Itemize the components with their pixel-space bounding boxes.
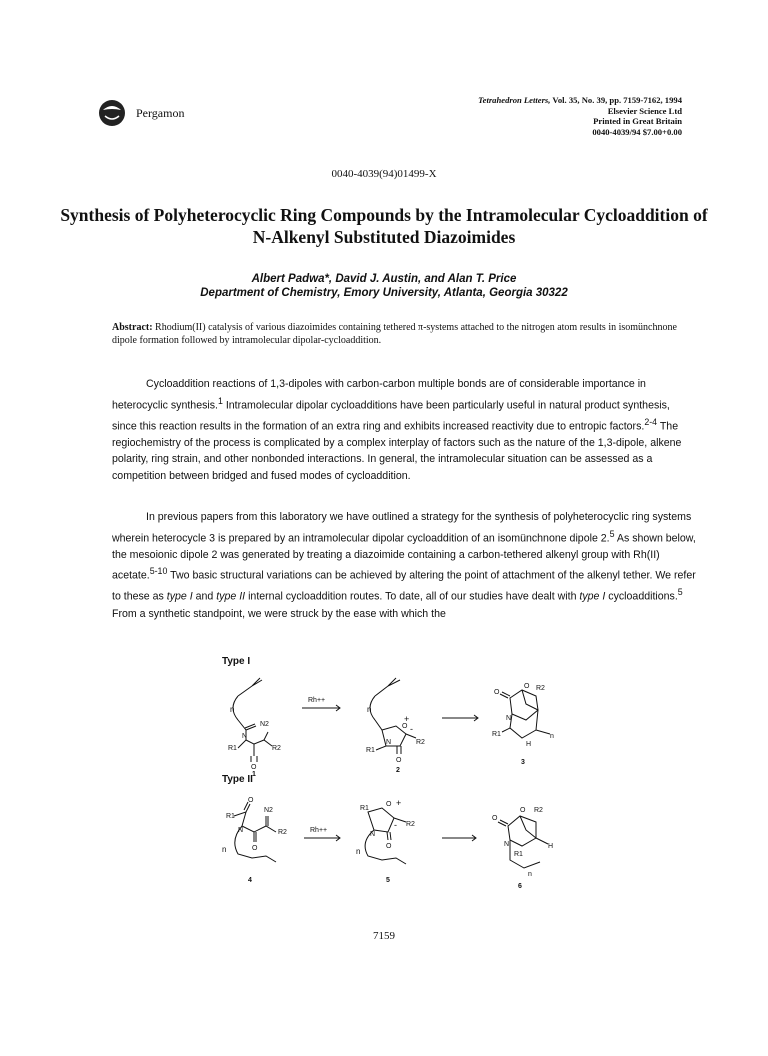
paper-title: Synthesis of Polyheterocyclic Ring Compounds by the Intramolecular Cycloaddition of N-Alkenyl Substituted Diazoimides bbox=[60, 205, 708, 247]
scheme2-o-2: O bbox=[252, 845, 258, 852]
scheme1-o-1: O bbox=[251, 764, 257, 771]
scheme1-n-2: N bbox=[386, 739, 392, 746]
scheme1-n-1: N bbox=[242, 733, 248, 740]
scheme2-r1-2: R1 bbox=[360, 805, 369, 812]
p1-text-a: Cycloaddition reactions of 1,3-dipoles with carbon-carbon multiple bonds are of considerable importance in heterocyclic synthesis. bbox=[112, 378, 646, 412]
scheme1-n2: N2 bbox=[260, 721, 269, 728]
scheme1-minus: - bbox=[410, 724, 413, 734]
scheme2-r2-3: R2 bbox=[534, 807, 543, 814]
scheme2-plus: + bbox=[396, 798, 402, 808]
scheme2-r2-1: R2 bbox=[278, 829, 287, 836]
scheme1-reagent: Rh++ bbox=[308, 697, 326, 704]
scheme1-n-label-1: n bbox=[230, 705, 235, 714]
page-number: 7159 bbox=[373, 930, 395, 942]
affiliation: Department of Chemistry, Emory University, Atlanta, Georgia 30322 bbox=[200, 287, 568, 299]
publisher-name: Pergamon bbox=[136, 106, 185, 120]
p2-ref-3: 5 bbox=[677, 587, 683, 598]
scheme2-o-3: O bbox=[386, 801, 392, 808]
scheme2-o-4: O bbox=[386, 843, 392, 850]
p1-text-b: Intramolecular dipolar cycloadditions have been particularly useful in natural product synthesis, since this reaction results in the formation of an extra ring and exhibits increased reactivity due to entropic factors. bbox=[112, 399, 670, 433]
scheme2-n-label-3: n bbox=[528, 871, 532, 878]
journal-citation bbox=[478, 95, 682, 137]
printed-line: Printed in Great Britain bbox=[593, 116, 682, 127]
type-i-label: Type I bbox=[222, 656, 251, 667]
p2-text-e: internal cycloaddition routes. To date, all of our studies have dealt with bbox=[245, 590, 580, 603]
compound-5-label: 5 bbox=[386, 877, 390, 884]
scheme1-h: H bbox=[526, 741, 532, 748]
abstract bbox=[112, 321, 692, 347]
p1-text-c: The regiochemistry of the process is complicated by a complex interplay of factors such as the nature of the 1,3-dipole, alkene polarity, ring strain, and other nonbonded interactions. In general, the intramolecular situation can be assessed as a competition between bridged and fused modes of cycloaddition. bbox=[112, 420, 682, 483]
scheme2-reagent: Rh++ bbox=[310, 827, 328, 834]
pergamon-logo-icon bbox=[97, 98, 127, 128]
journal-name: Tetrahedron Letters, bbox=[478, 95, 551, 105]
p2-text-b: As shown below, the mesoionic dipole 2 was generated by treating a diazoimide containing a carbon-tethered alkenyl group with Rh(II) acetate. bbox=[112, 532, 696, 582]
compound-6-label: 6 bbox=[518, 883, 522, 890]
issn-price-line: 0040-4039/94 $7.00+0.00 bbox=[592, 126, 682, 137]
scheme2-r1-3: R1 bbox=[514, 851, 523, 858]
scheme1-r2-1: R2 bbox=[272, 745, 281, 752]
paragraph-2 bbox=[112, 509, 697, 622]
scheme2-minus: - bbox=[394, 820, 397, 830]
scheme1-n-label-2: n bbox=[367, 705, 372, 714]
p2-type-ii: type II bbox=[216, 590, 246, 603]
abstract-label: Abstract: bbox=[112, 322, 153, 333]
scheme2-h: H bbox=[548, 843, 554, 850]
scheme2-n-1: N bbox=[238, 827, 244, 834]
scheme2-n-3: N bbox=[504, 841, 510, 848]
p2-ref-2: 5-10 bbox=[149, 566, 168, 577]
p2-text-g: From a synthetic standpoint, we were struck by the ease with which the bbox=[112, 607, 446, 620]
p1-ref-2: 2-4 bbox=[644, 416, 658, 427]
type-ii-scheme bbox=[210, 790, 570, 900]
scheme1-n-3: N bbox=[506, 715, 512, 722]
scheme1-o-4: O bbox=[494, 689, 500, 696]
p2-text-c: Two basic structural variations can be achieved by altering the point of attachment of the alkenyl tether. We refer to these as bbox=[112, 569, 696, 603]
type-i-scheme bbox=[210, 668, 570, 778]
scheme2-n-label-2: n bbox=[356, 847, 361, 856]
scheme1-plus: + bbox=[404, 714, 410, 724]
scheme1-r1-1: R1 bbox=[228, 745, 237, 752]
p2-text-a: In previous papers from this laboratory we have outlined a strategy for the synthesis of polyheterocyclic ring systems wherein heterocycle 3 is prepared by an intramolecular dipolar cycloaddition of an isomünchnone dipole 2. bbox=[112, 511, 692, 545]
scheme2-o-1: O bbox=[248, 797, 254, 804]
scheme1-r1-2: R1 bbox=[366, 747, 375, 754]
scheme2-r2-2: R2 bbox=[406, 821, 415, 828]
p1-ref-1: 1 bbox=[217, 395, 223, 406]
scheme2-o-6: O bbox=[520, 807, 526, 814]
paragraph-1 bbox=[112, 376, 697, 485]
scheme1-r1-3: R1 bbox=[492, 731, 501, 738]
scheme2-o-5: O bbox=[492, 815, 498, 822]
p2-type-i: type I bbox=[166, 590, 193, 603]
publisher-line: Elsevier Science Ltd bbox=[607, 105, 682, 116]
p2-ref-1: 5 bbox=[609, 528, 615, 539]
scheme1-o-5: O bbox=[524, 683, 530, 690]
p2-text-d: and bbox=[192, 590, 217, 603]
type-ii-label: Type II bbox=[222, 774, 253, 785]
scheme1-o-3: O bbox=[396, 757, 402, 764]
p2-type-i-2: type I bbox=[579, 590, 606, 603]
scheme2-n-2: N bbox=[370, 831, 376, 838]
compound-3-label: 3 bbox=[521, 759, 525, 766]
scheme1-r2-3: R2 bbox=[536, 685, 545, 692]
scheme2-n-label-1: n bbox=[222, 845, 227, 854]
p2-text-f: cycloadditions. bbox=[605, 590, 678, 603]
journal-ref: Vol. 35, No. 39, pp. 7159-7162, 1994 bbox=[550, 95, 682, 105]
scheme1-o-2: O bbox=[402, 723, 408, 730]
abstract-text: Rhodium(II) catalysis of various diazoimides containing tethered π-systems attached to the nitrogen atom results in isomünchnone dipole formation followed by intramolecular dipolar-cycloaddition. bbox=[112, 322, 677, 346]
scheme1-r2-2: R2 bbox=[416, 739, 425, 746]
article-identifier: 0040-4039(94)01499-X bbox=[331, 168, 437, 180]
scheme2-n2: N2 bbox=[264, 807, 273, 814]
compound-2-label: 2 bbox=[396, 767, 400, 774]
authors: Albert Padwa*, David J. Austin, and Alan T. Price bbox=[251, 273, 517, 285]
scheme1-n-label-3: n bbox=[550, 733, 554, 740]
compound-4-label: 4 bbox=[248, 877, 252, 884]
scheme2-r1-1: R1 bbox=[226, 813, 235, 820]
author-block bbox=[0, 272, 768, 300]
compound-1-label: 1 bbox=[252, 771, 256, 778]
